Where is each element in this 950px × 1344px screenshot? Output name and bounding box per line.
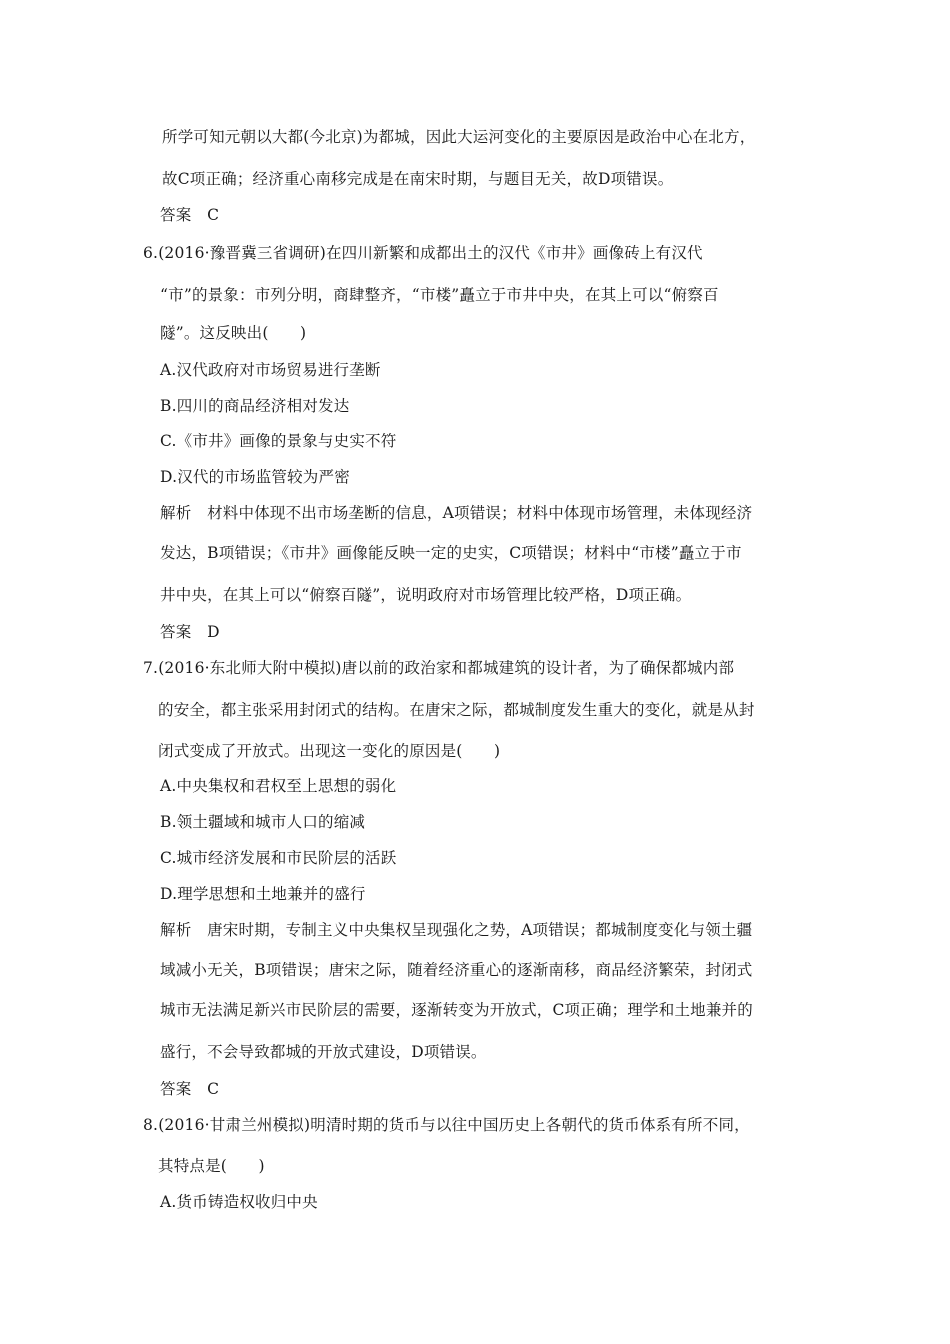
prev-analysis-line-2: 故C项正确；经济重心南移完成是在南宋时期，与题目无关，故D项错误。 xyxy=(162,170,674,188)
q6-option-a: A.汉代政府对市场贸易进行垄断 xyxy=(160,361,381,379)
q6-stem-line-2: “市”的景象：市列分明，商肆整齐，“市楼”矗立于市井中央，在其上可以“俯察百 xyxy=(160,286,719,304)
q7-option-c: C.城市经济发展和市民阶层的活跃 xyxy=(160,849,397,867)
q6-option-b: B.四川的商品经济相对发达 xyxy=(160,397,350,415)
prev-analysis-line-1: 所学可知元朝以大都(今北京)为都城，因此大运河变化的主要原因是政治中心在北方， xyxy=(162,128,756,146)
q8-stem-line-2: 其特点是( ) xyxy=(158,1157,265,1175)
q6-stem-line-3: 隧”。这反映出( ) xyxy=(160,324,307,342)
q6-answer: 答案 D xyxy=(160,623,220,641)
q7-option-d: D.理学思想和土地兼并的盛行 xyxy=(160,885,366,903)
q6-analysis-line-3: 井中央，在其上可以“俯察百隧”，说明政府对市场管理比较严格，D项正确。 xyxy=(160,586,692,604)
q6-option-c: C.《市井》画像的景象与史实不符 xyxy=(160,432,397,450)
q6-analysis-line-1: 解析 材料中体现不出市场垄断的信息，A项错误；材料中体现市场管理，未体现经济 xyxy=(160,504,753,522)
q7-analysis-line-4: 盛行，不会导致都城的开放式建设，D项错误。 xyxy=(160,1043,487,1061)
q6-analysis-line-2: 发达，B项错误；《市井》画像能反映一定的史实，C项错误；材料中“市楼”矗立于市 xyxy=(160,544,742,562)
q7-analysis-line-2: 域减小无关，B项错误；唐宋之际，随着经济重心的逐渐南移，商品经济繁荣，封闭式 xyxy=(160,961,753,979)
q7-option-a: A.中央集权和君权至上思想的弱化 xyxy=(160,777,397,795)
q7-analysis-line-3: 城市无法满足新兴市民阶层的需要，逐渐转变为开放式，C项正确；理学和土地兼并的 xyxy=(160,1001,753,1019)
q7-answer: 答案 C xyxy=(160,1080,220,1098)
q7-stem-line-1: 7.(2016·东北师大附中模拟)唐以前的政治家和都城建筑的设计者，为了确保都城内部 xyxy=(143,659,735,677)
q7-analysis-line-1: 解析 唐宋时期，专制主义中央集权呈现强化之势，A项错误；都城制度变化与领土疆 xyxy=(160,921,753,939)
q7-option-b: B.领土疆域和城市人口的缩减 xyxy=(160,813,366,831)
prev-answer: 答案 C xyxy=(160,206,220,224)
q7-stem-line-3: 闭式变成了开放式。出现这一变化的原因是( ) xyxy=(158,742,501,760)
q8-option-a: A.货币铸造权收归中央 xyxy=(160,1193,318,1211)
q8-stem-line-1: 8.(2016·甘肃兰州模拟)明清时期的货币与以往中国历史上各朝代的货币体系有所不同， xyxy=(143,1116,750,1134)
q6-stem-line-1: 6.(2016·豫晋冀三省调研)在四川新繁和成都出土的汉代《市井》画像砖上有汉代 xyxy=(143,244,703,262)
q6-option-d: D.汉代的市场监管较为严密 xyxy=(160,468,350,486)
q7-stem-line-2: 的安全，都主张采用封闭式的结构。在唐宋之际，都城制度发生重大的变化，就是从封 xyxy=(158,701,755,719)
